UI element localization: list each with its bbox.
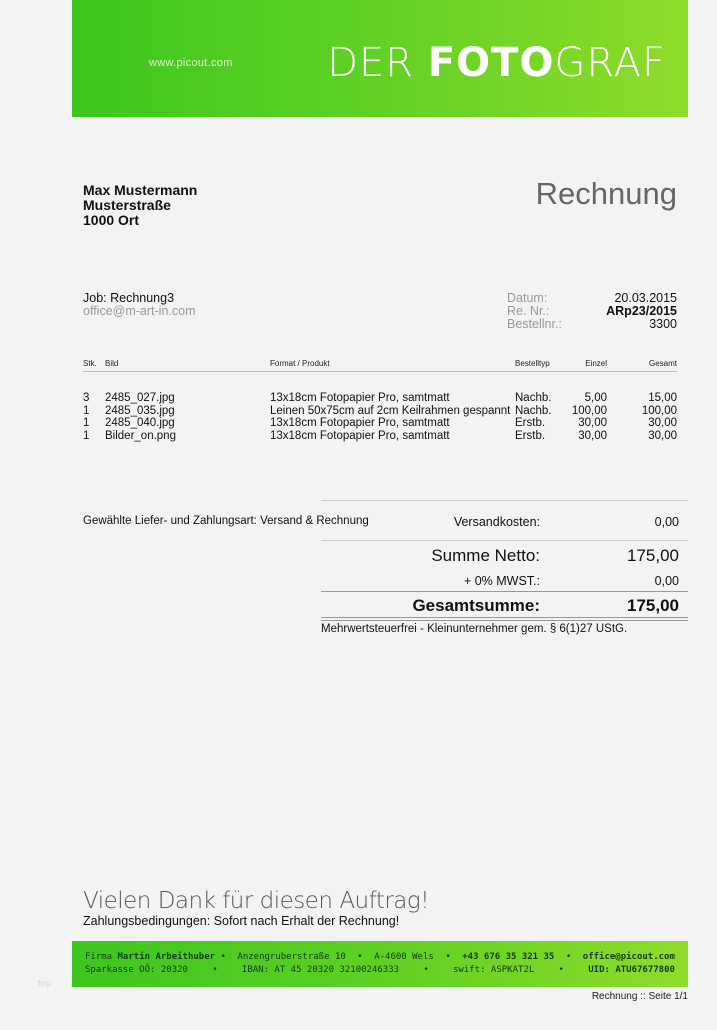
cell-bild: 2485_040.jpg — [105, 417, 175, 429]
table-row — [83, 430, 677, 443]
footer-address: Anzengruberstraße 10 — [237, 952, 346, 962]
footer-iban: IBAN: AT 45 20320 32100246333 — [241, 965, 400, 975]
footer-separator: • — [445, 952, 451, 962]
footer-line-1 — [85, 952, 675, 962]
document-title: Rechnung — [535, 176, 677, 211]
cell-stk: 3 — [83, 392, 90, 404]
footer-bank: Sparkasse OÖ: 20320 — [85, 965, 188, 975]
meta-value: ARp23/2015 — [606, 304, 677, 318]
footer-company-name: Martin Arbeithuber — [117, 952, 216, 962]
footer-phone: +43 676 35 321 35 — [462, 952, 555, 962]
divider — [321, 540, 688, 541]
cell-bild: 2485_027.jpg — [105, 392, 175, 404]
cell-stk: 1 — [83, 429, 90, 442]
cell-typ: Nachb. — [515, 392, 552, 404]
shipping-value: 0,00 — [654, 515, 679, 529]
cell-bild: 2485_035.jpg — [105, 404, 175, 417]
cell-stk: 1 — [83, 417, 90, 429]
brand-part-2: GRAF — [554, 40, 666, 86]
cell-typ: Erstb. — [515, 429, 546, 442]
cell-typ: Nachb. — [515, 404, 552, 417]
table-row — [83, 405, 677, 418]
brand-part-bold: FOTO — [427, 40, 555, 86]
meta-key: Re. Nr.: — [507, 304, 550, 318]
table-row — [83, 392, 677, 405]
vat-value: 0,00 — [654, 574, 679, 588]
cell-einzel: 5,00 — [584, 392, 607, 404]
col-header-einzel: Einzel — [585, 359, 607, 368]
divider — [321, 500, 688, 501]
footer-company — [85, 952, 226, 962]
net-total-value: 175,00 — [627, 546, 679, 565]
meta-row — [507, 318, 677, 331]
footer-email: office@picout.com — [582, 952, 675, 962]
cell-stk: 1 — [83, 404, 90, 417]
cell-produkt: 13x18cm Fotopapier Pro, samtmatt — [270, 392, 450, 404]
cell-gesamt: 15,00 — [648, 392, 677, 404]
footer-separator: • — [212, 965, 218, 975]
cell-gesamt: 30,00 — [648, 429, 677, 442]
table-header — [83, 359, 677, 372]
footer-city: A-4600 Wels — [374, 952, 434, 962]
col-header-stk: Stk. — [83, 359, 97, 368]
col-header-bild: Bild — [105, 359, 119, 368]
footer-separator: • — [565, 952, 572, 962]
cell-gesamt: 100,00 — [641, 404, 677, 417]
footer-separator: • — [558, 965, 564, 975]
footer-company-prefix: Firma — [85, 952, 118, 962]
customer-address — [83, 183, 197, 228]
thank-you-message: Vielen Dank für diesen Auftrag! — [83, 888, 429, 914]
customer-city: 1000 Ort — [83, 212, 140, 228]
tax-note: Mehrwertsteuerfrei - Kleinunternehmer gem. § 6(1)27 UStG. — [321, 623, 628, 635]
job-info — [83, 292, 195, 318]
footer-separator: • — [423, 965, 429, 975]
vat-label: + 0% MWST.: — [463, 574, 540, 588]
meta-value: 3300 — [649, 317, 677, 331]
invoice-meta — [507, 292, 677, 331]
cell-bild: Bilder_on.png — [105, 429, 176, 442]
divider — [321, 617, 688, 618]
cell-einzel: 30,00 — [578, 417, 607, 429]
meta-key: Datum: — [507, 291, 548, 305]
footer-separator: • — [220, 952, 226, 962]
footer-swift: swift: ASPKAT2L — [453, 965, 535, 975]
grand-total-label: Gesamtsumme: — [412, 596, 540, 615]
net-total-label: Summe Netto: — [431, 546, 540, 565]
header-banner — [72, 0, 688, 117]
watermark-text: fcrp — [38, 979, 52, 988]
cell-produkt: 13x18cm Fotopapier Pro, samtmatt — [270, 429, 450, 442]
footer-uid: UID: ATU67677800 — [588, 965, 675, 975]
col-header-produkt: Format / Produkt — [270, 359, 330, 368]
footer-line-2 — [85, 965, 675, 975]
divider — [321, 591, 688, 592]
cell-einzel: 100,00 — [571, 404, 607, 417]
job-label: Job: Rechnung3 — [83, 291, 175, 305]
shipping-label: Versandkosten: — [453, 515, 540, 529]
cell-produkt: Leinen 50x75cm auf 2cm Keilrahmen gespannt — [270, 404, 511, 417]
table-body — [83, 392, 677, 442]
cell-einzel: 30,00 — [578, 429, 607, 442]
job-email: office@m-art-in.com — [83, 304, 196, 318]
footer-band — [72, 941, 688, 987]
col-header-typ: Bestelltyp — [515, 359, 550, 368]
payment-method: Gewählte Liefer- und Zahlungsart: Versand & Rechnung — [83, 515, 369, 527]
customer-street: Musterstraße — [83, 197, 171, 213]
table-row — [83, 417, 677, 430]
brand-part-1: DER — [327, 40, 428, 86]
grand-total-value: 175,00 — [627, 596, 679, 615]
footer-separator: • — [357, 952, 363, 962]
site-url: www.picout.com — [149, 57, 233, 69]
page-number: Rechnung :: Seite 1/1 — [591, 991, 688, 1002]
col-header-gesamt: Gesamt — [648, 359, 677, 368]
cell-typ: Erstb. — [515, 417, 546, 429]
cell-gesamt: 30,00 — [648, 417, 677, 429]
customer-name: Max Mustermann — [83, 182, 198, 198]
brand-logo — [327, 40, 666, 86]
meta-value: 20.03.2015 — [614, 291, 677, 305]
cell-produkt: 13x18cm Fotopapier Pro, samtmatt — [270, 417, 450, 429]
payment-terms: Zahlungsbedingungen: Sofort nach Erhalt der Rechnung! — [83, 914, 400, 928]
divider — [321, 620, 688, 621]
meta-key: Bestellnr.: — [507, 317, 562, 331]
